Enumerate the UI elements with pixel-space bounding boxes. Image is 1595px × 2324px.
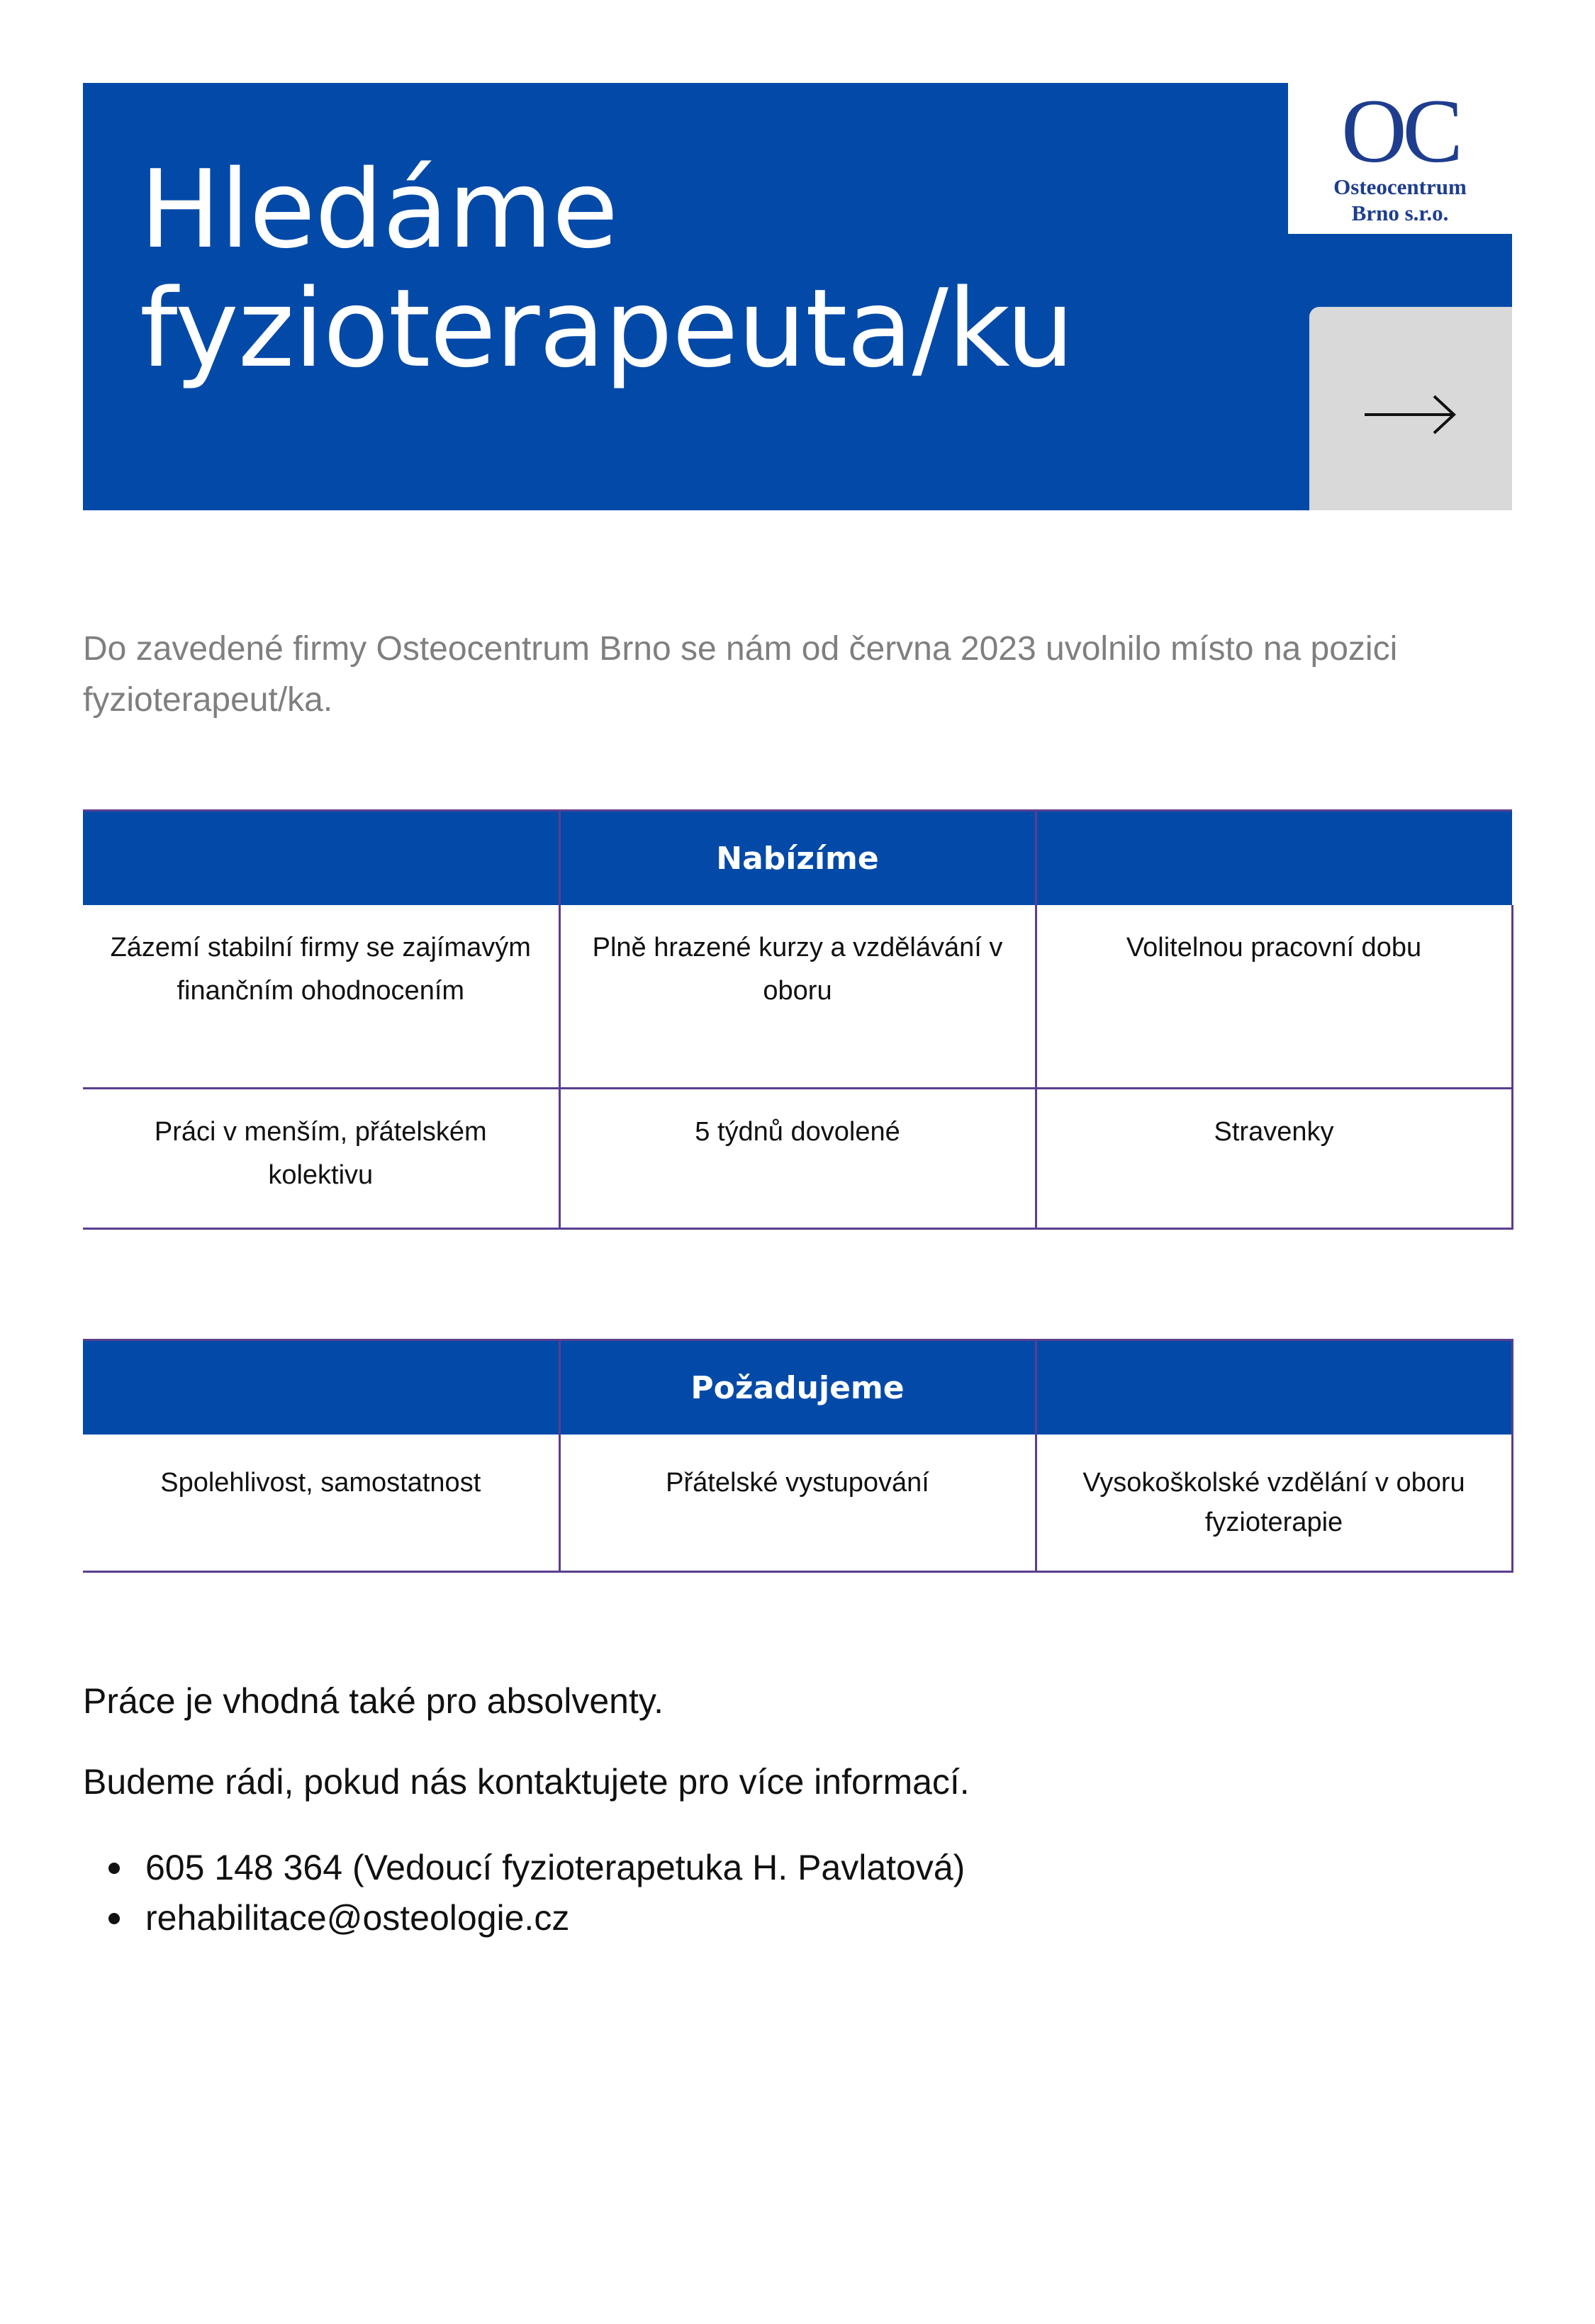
email-text: rehabilitace@osteologie.cz bbox=[145, 1898, 570, 1938]
offers-header-cell bbox=[83, 811, 559, 906]
logo-mark: OC bbox=[1341, 81, 1459, 181]
contact-email[interactable] bbox=[103, 1893, 965, 1943]
intro-text: Do zavedené firmy Osteocentrum Brno se nám od června 2023 uvolnilo místo na pozici fyzioterapeut/ka. bbox=[83, 630, 1398, 719]
offer-cell: Plně hrazené kurzy a vzdělávání v oboru bbox=[559, 905, 1036, 1089]
requirements-header: Požadujeme bbox=[559, 1340, 1036, 1435]
bullet-icon bbox=[108, 1863, 120, 1874]
next-arrow-button[interactable] bbox=[1309, 307, 1512, 510]
offers-header-cell bbox=[1036, 811, 1512, 906]
offer-cell: Práci v menším, přátelském kolektivu bbox=[83, 1089, 559, 1229]
requirement-cell: Přátelské vystupování bbox=[559, 1435, 1036, 1572]
company-logo bbox=[1288, 83, 1512, 234]
offers-table bbox=[83, 809, 1513, 1230]
offer-cell: Zázemí stabilní firmy se zajímavým finančním ohodnocením bbox=[83, 905, 559, 1089]
page-title-line-1: Hledáme bbox=[140, 147, 618, 272]
requirements-header-cell bbox=[83, 1340, 559, 1435]
page-title-line-2: fyzioterapeuta/ku bbox=[140, 266, 1074, 391]
requirement-cell: Spolehlivost, samostatnost bbox=[83, 1435, 559, 1572]
requirements-header-cell bbox=[1036, 1340, 1512, 1435]
offer-cell: 5 týdnů dovolené bbox=[559, 1089, 1036, 1229]
table-row bbox=[83, 1089, 1512, 1229]
logo-name: Osteocentrum bbox=[1333, 174, 1467, 199]
contact-phone[interactable] bbox=[103, 1843, 965, 1893]
table-row bbox=[83, 1435, 1512, 1572]
contact-note: Budeme rádi, pokud nás kontaktujete pro více informací. bbox=[83, 1762, 970, 1802]
arrow-right-icon bbox=[1363, 393, 1458, 436]
offers-header: Nabízíme bbox=[559, 811, 1036, 906]
header-banner bbox=[83, 83, 1512, 510]
contact-list bbox=[103, 1843, 965, 1943]
page-title bbox=[140, 147, 1074, 391]
phone-text: 605 148 364 (Vedoucí fyzioterapetuka H. Pavlatová) bbox=[145, 1848, 966, 1887]
bullet-icon bbox=[108, 1913, 120, 1924]
table-row bbox=[83, 905, 1512, 1089]
requirements-table bbox=[83, 1339, 1513, 1573]
offer-cell: Volitelnou pracovní dobu bbox=[1036, 905, 1512, 1089]
graduates-note: Práce je vhodná také pro absolventy. bbox=[83, 1681, 664, 1721]
offer-cell: Stravenky bbox=[1036, 1089, 1512, 1229]
requirement-cell: Vysokoškolské vzdělání v oboru fyzioterapie bbox=[1036, 1435, 1512, 1572]
logo-legal-form: Brno s.r.o. bbox=[1351, 201, 1449, 225]
